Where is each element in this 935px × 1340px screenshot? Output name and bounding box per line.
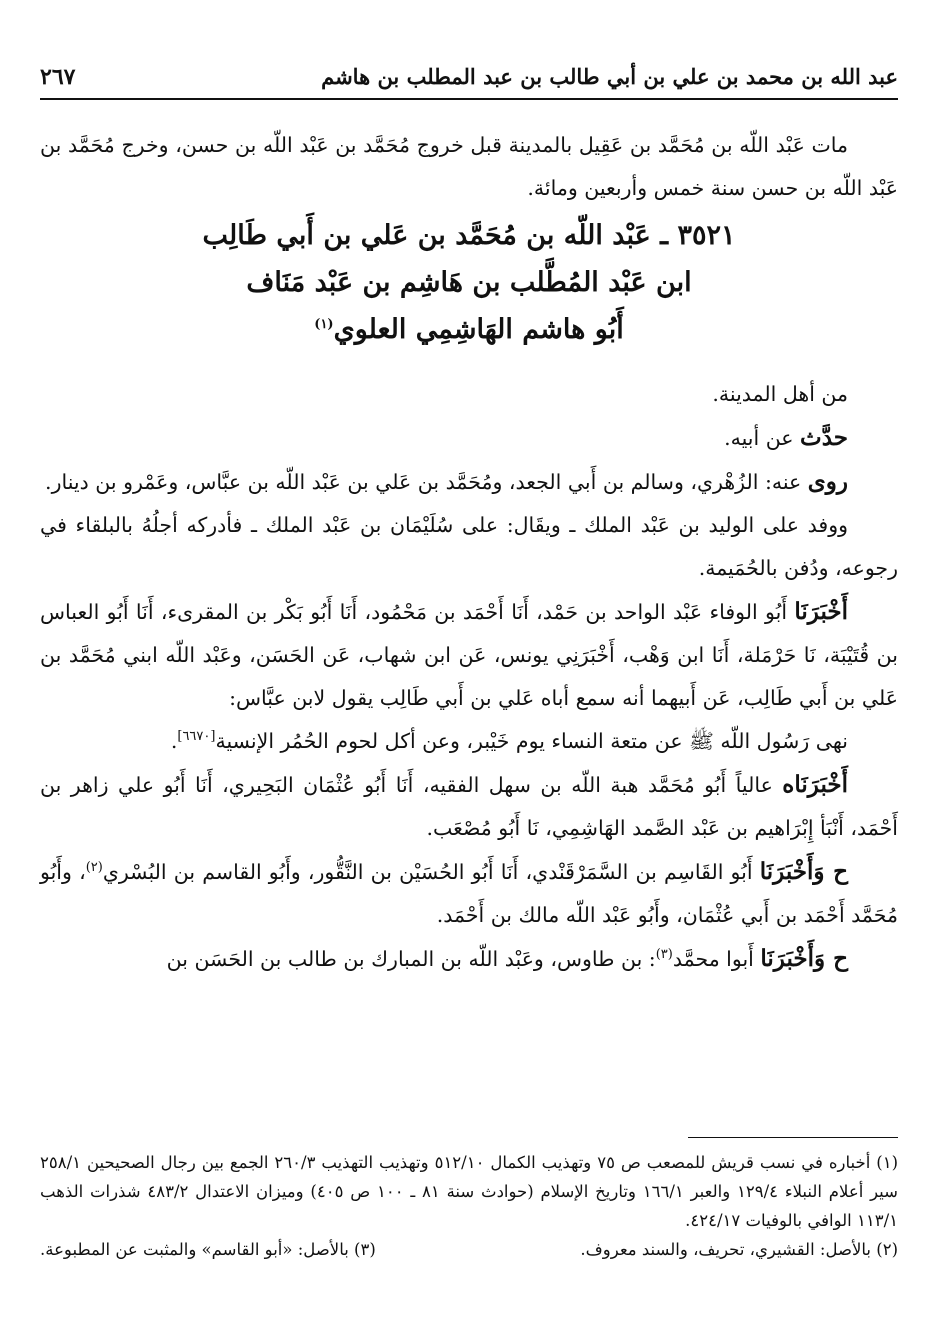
paragraph-isnad-4 [40,937,898,981]
paragraph-isnad-4-text-b: : بن طاوس، وعَبْد اللّه بن المبارك بن طالب بن الحَسَن بن [166,947,656,971]
paragraph-isnad-4-text-a: أَبوا محمَّد [672,947,761,971]
lead-word-akhbaranah: أَخْبَرَنَاه [782,771,848,798]
paragraph-isnad-2-text: عالياً أَبُو مُحَمَّد هبة اللّه بن سهل الفقيه، أَنَا أَبُو عُثْمَان البَحِيري، أَنَا أَبُو علي زاهر بن أَحْمَد، أَنْبَأ إِبْرَاهيم بن عَبْد الصَّمد الهَاشِمِي، نَا أَبُو مُصْعَب. [40,773,898,840]
book-page [40,0,898,1340]
hadith-number: [٦٦٧٠] [177,729,216,745]
paragraph-origin: من أهل المدينة. [712,382,848,406]
hadith-end: . [170,729,178,753]
footnote-marker-2: (٢) [85,860,103,876]
paragraph-narrators-text: عنه: الزُهْري، وسالم بن أَبي الجعد، ومُحَمَّد بن عَلي بن عَبْد اللّه بن عبَّاس، وعَمْرو بن دينار. [45,470,808,494]
lead-word-ha-akhbarana-2: ح وَأَخْبَرَنَا [760,945,848,972]
footnote-divider [688,1137,898,1138]
paragraph-isnad-3-text-a: أَبُو القَاسِم بن السَّمَرْقَنْدي، أَنَا أَبُو الحُسَيْن بن النَّقُّور، وأَبُو القاسم بن البُسْري [102,860,760,884]
biography-entry-heading [40,212,898,353]
entry-heading-line2: ابن عَبْد المُطَّلب بن هَاشِم بن عَبْد مَنَاف [246,267,692,298]
footnote-1: (١) أخباره في نسب قريش للمصعب ص ٧٥ وتهذيب الكمال ٥١٢/١٠ وتهذيب التهذيب ٢٦٠/٣ الجمع بين رجال الصحيحين ٢٥٨/١ سير أعلام النبلاء ١٢٩/٤ والعبر ١٦٦/١ وتاريخ الإسلام (حوادث سنة ٨١ ـ ١٠٠ ص ٤٠٥) وميزان الاعتدال ٤٨٣/٢ شذرات الذهب ١١٣/١ الوافي بالوفيات ٤٢٤/١٧. [40,1153,898,1230]
paragraph-narrated [40,416,898,460]
footnote-2: (٢) بالأصل: القشيري، تحريف، والسند معروف. [580,1240,898,1259]
entry-heading-line1: ٣٥٢١ ـ عَبْد اللّه بن مُحَمَّد بن عَلي بن أَبي طَالِب [202,220,736,251]
footnote-marker-3: (٣) [655,947,673,963]
lead-word-akhbarana: أَخْبَرَنَا [794,598,848,625]
paragraph-death: ووفد على الوليد بن عَبْد الملك ـ ويقَال: على سُلَيْمَان بن عَبْد الملك ـ فأدركه أجلُهُ بالبلقاء في رجوعه، ودُفن بالحُمَيمة. [40,513,898,580]
paragraph-isnad-3-text-b: ، وأَبُو مُحَمَّد أَحْمَد بن أَبي عُثْمَان، وأَبُو عَبْد اللّه مالك بن أَحْمَد. [40,860,898,927]
lead-word-ha-akhbarana: ح وَأَخْبَرَنَا [759,858,849,885]
paragraph-isnad-1 [40,590,898,720]
footnote-marker-1: (١) [314,317,334,332]
footnote-3: (٣) بالأصل: «أبو القاسم» والمثبت عن المطبوعة. [40,1240,376,1259]
paragraph-isnad-1-text: أَبُو الوفاء عَبْد الواحد بن حَمْد، أَنَا أَحْمَد بن مَحْمُود، أَنَا أَبُو بَكْر بن المقرىء، أَنَا أَبُو العباس بن قُتَيْبَة، نَا حَرْمَلة، أَنَا ابن وَهْب، أَخْبَرَنِي يونس، عَن ابن شهاب، عَن الحَسَن، وعَبْد اللّه ابني مُحَمَّد بن عَلي بن أَبي طَالِب، عَن أَبيهما أنه سمع أباه عَلي بن أَبي طَالِب يقول لابن عبَّاس: [40,600,898,710]
paragraph-narrators [40,460,898,504]
entry-heading-line3 [40,306,898,353]
paragraph-hadith [40,720,898,763]
page-number: ٢٦٧ [40,64,76,90]
lead-word-rawa: روى [807,468,848,495]
lead-word-haddath: حدَّث [800,424,848,451]
main-text [40,124,898,981]
paragraph-death-note: مات عَبْد اللّه بن مُحَمَّد بن عَقِيل بالمدينة قبل خروج مُحَمَّد بن عَبْد اللّه بن حسن، وخرج مُحَمَّد بن عَبْد اللّه بن حسن سنة خمس وأربعين ومائة. [40,133,898,200]
footnotes-row [40,1235,898,1264]
footnotes [40,1148,898,1264]
paragraph-isnad-2 [40,763,898,850]
header-title: عبد الله بن محمد بن علي بن أبي طالب بن عبد المطلب بن هاشم [321,64,898,89]
hadith-text: نهى رَسُول اللّه ﷺ عن متعة النساء يوم خَيْبر، وعن أكل لحوم الحُمُر الإنسية [215,729,848,753]
paragraph-isnad-3 [40,850,898,937]
running-header [40,58,898,100]
entry-heading-line3-text: أَبُو هاشم الهَاشِمِي العلوي [333,314,624,345]
paragraph-narrated-text: عن أبيه. [724,426,801,450]
